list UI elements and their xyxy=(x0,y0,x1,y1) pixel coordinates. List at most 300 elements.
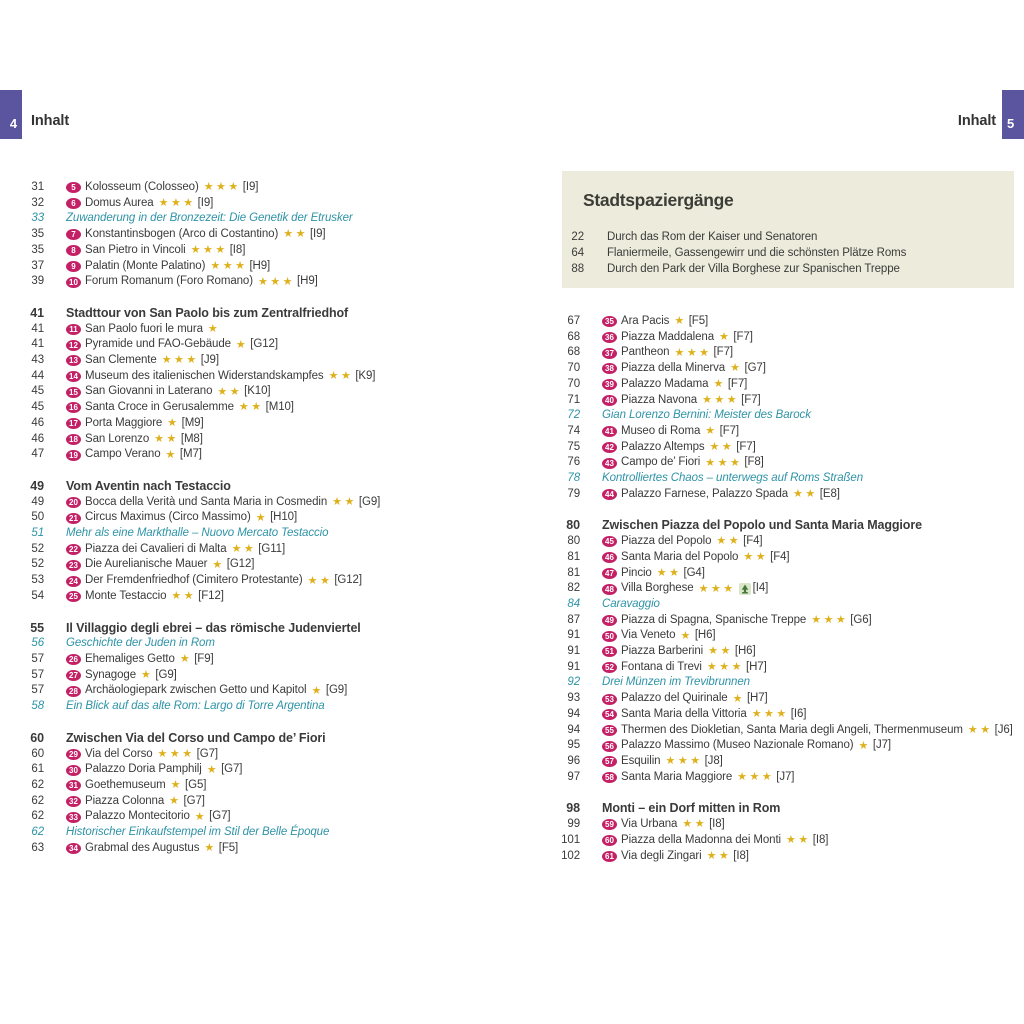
toc-item-row xyxy=(556,833,1018,849)
sight-title: Ehemaliges Getto xyxy=(85,652,175,665)
star-rating: ★★★ xyxy=(158,197,196,210)
row-content xyxy=(602,566,705,582)
grid-reference: [F7] xyxy=(719,424,740,437)
toc-item-row xyxy=(20,762,550,778)
page-number: 49 xyxy=(30,478,44,493)
row-content xyxy=(66,416,204,432)
toc-item-row xyxy=(20,778,550,794)
grid-reference: [I9] xyxy=(197,196,214,209)
page-number: 46 xyxy=(31,432,44,445)
grid-reference: [E8] xyxy=(819,487,840,500)
row-content xyxy=(602,628,716,644)
row-content xyxy=(66,227,326,243)
page-number: 57 xyxy=(31,684,44,697)
toc-heading-row xyxy=(20,731,550,747)
page-number: 43 xyxy=(31,354,44,367)
page-number: 70 xyxy=(567,377,580,390)
page-number: 32 xyxy=(31,196,44,209)
star-rating: ★★ xyxy=(682,818,708,831)
grid-reference: [G4] xyxy=(683,566,705,579)
sight-title: Der Fremdenfriedhof (Cimitero Protestante) xyxy=(85,574,303,587)
row-content xyxy=(66,621,361,637)
star-rating: ★★ xyxy=(743,551,769,564)
grid-reference: [F5] xyxy=(218,841,239,854)
page-number: 62 xyxy=(31,810,44,823)
row-content xyxy=(66,322,222,338)
toc-item-row xyxy=(20,353,550,369)
row-content xyxy=(602,849,749,865)
page-number: 68 xyxy=(567,330,580,343)
sight-title: Circus Maximus (Circo Massimo) xyxy=(85,511,251,524)
row-content xyxy=(66,400,294,416)
row-content xyxy=(602,330,753,346)
sight-number-badge: 15 xyxy=(66,387,81,398)
page-number: 82 xyxy=(567,582,580,595)
essay-title: Historischer Einkaufstempel im Stil der Belle Époque xyxy=(66,826,330,839)
sight-number-badge: 23 xyxy=(66,560,81,571)
star-rating: ★ xyxy=(204,842,217,855)
row-content xyxy=(66,731,326,747)
toc-heading-row xyxy=(556,518,1018,534)
toc-item-row xyxy=(20,668,550,684)
page-number: 41 xyxy=(30,305,44,320)
toc-item-row xyxy=(20,557,550,573)
toc-item-row xyxy=(20,400,550,416)
star-rating: ★★★ xyxy=(702,393,740,406)
sight-number-badge: 28 xyxy=(66,686,81,697)
grid-reference: [H9] xyxy=(249,259,271,272)
toc-item-row xyxy=(556,770,1018,786)
page-number: 94 xyxy=(567,723,580,736)
toc-item-row xyxy=(20,416,550,432)
page-number: 52 xyxy=(31,542,44,555)
row-content xyxy=(66,337,278,353)
sight-number-badge: 24 xyxy=(66,576,81,587)
grid-reference: [I8] xyxy=(229,243,246,256)
sight-title: Campo de’ Fiori xyxy=(621,456,701,469)
toc-item-row xyxy=(20,841,550,857)
page-number: 94 xyxy=(567,707,580,720)
sight-number-badge: 21 xyxy=(66,513,81,524)
toc-item-row xyxy=(556,314,1018,330)
page-number: 64 xyxy=(571,246,584,259)
section-title: Il Villaggio degli ebrei – das römische Judenviertel xyxy=(66,620,361,635)
section-title: Zwischen Piazza del Popolo und Santa Maria Maggiore xyxy=(602,518,922,533)
sight-title: Piazza Maddalena xyxy=(621,330,715,343)
star-rating: ★★★ xyxy=(674,346,712,359)
essay-title: Drei Münzen im Trevibrunnen xyxy=(602,676,750,689)
grid-reference: [G7] xyxy=(209,810,231,823)
sight-title: Ara Pacis xyxy=(621,315,670,327)
page-number: 96 xyxy=(567,754,580,767)
grid-reference: [H9] xyxy=(297,275,318,288)
page-tab-left: 4 xyxy=(0,90,22,139)
row-content xyxy=(66,762,242,778)
page-number: 91 xyxy=(567,645,580,658)
star-rating: ★★ xyxy=(709,440,735,453)
toc-item-row xyxy=(20,227,550,243)
page-number: 57 xyxy=(31,668,44,681)
grid-reference: [G7] xyxy=(196,747,218,760)
sight-title: Piazza Barberini xyxy=(621,645,704,658)
toc-item-row xyxy=(556,440,1018,456)
sight-number-badge: 52 xyxy=(602,662,617,673)
sight-title: Piazza di Spagna, Spanische Treppe xyxy=(621,613,807,626)
row-content xyxy=(66,542,285,558)
sight-title: Monte Testaccio xyxy=(85,589,167,602)
toc-item-row xyxy=(556,487,1018,503)
row-content xyxy=(66,384,270,400)
star-rating: ★ xyxy=(169,794,182,807)
toc-item-row xyxy=(556,644,1018,660)
star-rating: ★ xyxy=(730,362,743,375)
grid-reference: [H7] xyxy=(745,660,767,673)
row-content xyxy=(66,747,218,763)
sight-number-badge: 48 xyxy=(602,584,617,595)
star-rating: ★ xyxy=(858,739,871,752)
page-number: 72 xyxy=(567,409,580,422)
page-number: 60 xyxy=(31,747,44,760)
sight-number-badge: 36 xyxy=(602,332,617,343)
grid-reference: [G7] xyxy=(221,763,243,776)
page-number: 98 xyxy=(566,801,580,816)
sight-title: Piazza del Popolo xyxy=(621,535,712,548)
row-content xyxy=(66,526,328,542)
toc-heading-row xyxy=(20,479,550,495)
sight-title: Palatin (Monte Palatino) xyxy=(85,259,206,272)
star-rating: ★★★ xyxy=(190,244,228,257)
toc-item-row xyxy=(20,384,550,400)
city-walk-row xyxy=(562,230,1014,246)
toc-item-row xyxy=(20,322,550,338)
page-number: 37 xyxy=(31,259,44,272)
toc-heading-row xyxy=(556,801,1018,817)
walk-title: Flaniermeile, Gassengewirr und die schönsten Plätze Roms xyxy=(607,246,907,259)
page-number: 81 xyxy=(567,566,580,579)
row-content xyxy=(602,393,761,409)
toc-item-row xyxy=(20,794,550,810)
city-walk-row xyxy=(562,262,1014,278)
star-rating: ★ xyxy=(207,322,221,335)
sight-number-badge: 50 xyxy=(602,631,617,642)
page-number: 49 xyxy=(31,495,44,508)
page-number: 51 xyxy=(31,527,44,540)
sight-number-badge: 35 xyxy=(602,316,617,327)
sight-number-badge: 55 xyxy=(602,725,617,736)
toc-essay-row xyxy=(556,471,1018,487)
page-number: 58 xyxy=(31,700,44,713)
row-content xyxy=(66,683,347,699)
page-number: 60 xyxy=(30,730,44,745)
sight-title: Palazzo Montecitorio xyxy=(85,810,190,823)
sight-title: Pyramide und FAO-Gebäude xyxy=(85,338,231,351)
section-title: Monti – ein Dorf mitten in Rom xyxy=(602,801,781,816)
sight-title: Piazza della Minerva xyxy=(621,362,726,375)
section-title: Zwischen Via del Corso und Campo de’ Fiori xyxy=(66,730,326,745)
toc-item-row xyxy=(556,534,1018,550)
row-content xyxy=(66,211,353,227)
star-rating: ★★ xyxy=(283,228,308,241)
row-content xyxy=(602,675,750,691)
toc-item-row xyxy=(556,566,1018,582)
sight-number-badge: 54 xyxy=(602,709,617,720)
page-number: 22 xyxy=(571,231,584,243)
toc-item-row xyxy=(20,432,550,448)
star-rating: ★ xyxy=(713,378,726,391)
grid-reference: [G7] xyxy=(183,794,205,807)
sight-title: Villa Borghese xyxy=(621,582,694,595)
sight-number-badge: 29 xyxy=(66,749,81,760)
page-number: 91 xyxy=(567,660,580,673)
star-rating: ★★★ xyxy=(203,181,241,194)
grid-reference: [M10] xyxy=(265,401,294,414)
row-content xyxy=(66,306,348,322)
page-number: 35 xyxy=(31,243,44,256)
page-number: 81 xyxy=(567,550,580,563)
sight-number-badge: 17 xyxy=(66,418,81,429)
sight-title: Pincio xyxy=(621,566,652,579)
sight-title: Palazzo Altemps xyxy=(621,440,705,453)
sight-title: Via degli Zingari xyxy=(621,849,702,862)
sight-title: Esquilin xyxy=(621,754,661,767)
toc-heading-row xyxy=(20,621,550,637)
park-icon-wrap xyxy=(739,583,751,595)
sight-number-badge: 57 xyxy=(602,756,617,767)
row-content xyxy=(66,180,258,196)
grid-reference: [G12] xyxy=(334,574,362,587)
page-number: 39 xyxy=(31,275,44,288)
city-walks-title: Stadtspaziergänge xyxy=(583,190,734,210)
sight-title: Die Aurelianische Mauer xyxy=(85,558,208,571)
row-content xyxy=(602,833,828,849)
star-rating: ★ xyxy=(212,558,225,571)
sight-title: Piazza dei Cavalieri di Malta xyxy=(85,542,227,555)
row-content xyxy=(602,597,660,613)
grid-reference: [F12] xyxy=(198,589,224,602)
row-content xyxy=(602,377,747,393)
star-rating: ★★ xyxy=(786,834,811,847)
row-content xyxy=(66,589,224,605)
sight-title: Via Urbana xyxy=(621,818,678,831)
sight-number-badge: 39 xyxy=(602,379,617,390)
header-title-left: Inhalt xyxy=(31,113,70,129)
sight-number-badge: 60 xyxy=(602,835,617,846)
page-number: 93 xyxy=(567,692,580,705)
star-rating: ★ xyxy=(235,338,249,351)
sight-number-badge: 46 xyxy=(602,552,617,563)
grid-reference: [F4] xyxy=(743,535,763,548)
sight-number-badge: 19 xyxy=(66,450,81,461)
star-rating: ★★★ xyxy=(811,614,849,626)
sight-number-badge: 34 xyxy=(66,843,81,854)
toc-item-row xyxy=(556,849,1018,865)
toc-item-row xyxy=(556,330,1018,346)
section-title: Vom Aventin nach Testaccio xyxy=(66,478,231,493)
toc-right-column xyxy=(556,314,1018,864)
essay-title: Geschichte der Juden in Rom xyxy=(66,637,215,650)
toc-item-row xyxy=(556,817,1018,833)
page-number: 52 xyxy=(31,558,44,571)
toc-item-row xyxy=(556,628,1018,644)
page-number: 53 xyxy=(31,574,44,587)
row-content xyxy=(66,274,318,290)
star-rating: ★★★ xyxy=(157,747,195,760)
sight-title: Palazzo Doria Pamphilj xyxy=(85,763,202,776)
page-number: 31 xyxy=(31,181,44,193)
page-number: 47 xyxy=(31,448,44,461)
page-number: 56 xyxy=(31,637,44,650)
grid-reference: [M9] xyxy=(181,416,204,429)
row-content xyxy=(66,636,215,652)
page-number: 75 xyxy=(567,440,580,453)
page-number: 71 xyxy=(567,393,580,406)
row-content xyxy=(602,723,1013,739)
star-rating: ★★★ xyxy=(210,259,248,272)
page-number: 74 xyxy=(567,424,580,437)
grid-reference: [F7] xyxy=(733,330,753,343)
grid-reference: [K10] xyxy=(244,385,271,398)
row-content xyxy=(66,778,206,794)
star-rating: ★★★ xyxy=(698,582,736,595)
sight-number-badge: 6 xyxy=(66,198,81,209)
sight-title: Forum Romanum (Foro Romano) xyxy=(85,275,253,288)
star-rating: ★★ xyxy=(708,645,733,658)
row-content xyxy=(602,660,767,676)
star-rating: ★ xyxy=(680,629,693,642)
grid-reference: [F4] xyxy=(770,550,790,563)
sight-number-badge: 26 xyxy=(66,654,81,665)
toc-item-row xyxy=(20,510,550,526)
toc-item-row xyxy=(20,809,550,825)
sight-number-badge: 13 xyxy=(66,355,81,366)
page-number: 95 xyxy=(567,739,580,752)
page-number: 63 xyxy=(31,841,44,854)
row-content xyxy=(66,841,238,857)
sight-number-badge: 14 xyxy=(66,371,81,382)
toc-item-row xyxy=(20,683,550,699)
toc-item-row xyxy=(556,581,1018,597)
sight-number-badge: 16 xyxy=(66,402,81,413)
row-content xyxy=(602,754,723,770)
page-number: 62 xyxy=(31,778,44,791)
essay-title: Gian Lorenzo Bernini: Meister des Barock xyxy=(602,409,811,422)
row-content xyxy=(66,196,213,212)
sight-title: Porta Maggiore xyxy=(85,416,163,429)
toc-item-row xyxy=(556,613,1018,629)
star-rating: ★★ xyxy=(238,401,264,414)
grid-reference: [G6] xyxy=(850,613,872,626)
toc-item-row xyxy=(556,691,1018,707)
toc-item-row xyxy=(556,550,1018,566)
section-title: Stadttour von San Paolo bis zum Zentralfriedhof xyxy=(66,305,349,320)
essay-title: Ein Blick auf das alte Rom: Largo di Torre Argentina xyxy=(66,700,325,713)
toc-item-row xyxy=(20,747,550,763)
sight-number-badge: 30 xyxy=(66,765,81,776)
sight-title: Palazzo Massimo (Museo Nazionale Romano) xyxy=(621,739,854,752)
row-content xyxy=(66,243,245,259)
page-number: 41 xyxy=(31,322,44,335)
page-number: 79 xyxy=(567,487,580,500)
row-content xyxy=(602,738,891,754)
row-content xyxy=(66,699,325,715)
header-title-right: Inhalt xyxy=(957,113,996,129)
toc-item-row xyxy=(20,196,550,212)
sight-number-badge: 49 xyxy=(602,615,617,626)
grid-reference: [M7] xyxy=(179,448,202,461)
sight-number-badge: 22 xyxy=(66,544,81,555)
sight-title: Santa Maria Maggiore xyxy=(621,770,733,783)
grid-reference: [I9] xyxy=(309,228,326,241)
row-content xyxy=(602,644,756,660)
grid-reference: [H10] xyxy=(270,511,298,524)
city-walks-box xyxy=(562,171,1014,288)
row-content xyxy=(602,770,794,786)
sight-title: Santa Croce in Gerusalemme xyxy=(85,401,234,414)
toc-item-row xyxy=(20,274,550,290)
toc-item-row xyxy=(556,754,1018,770)
row-content xyxy=(602,361,766,377)
row-content xyxy=(607,246,906,262)
row-content xyxy=(602,817,725,833)
sight-title: Piazza della Madonna dei Monti xyxy=(621,833,782,846)
toc-left-column xyxy=(20,180,550,856)
page-number: 91 xyxy=(567,629,580,642)
page-number: 41 xyxy=(31,338,44,351)
row-content xyxy=(602,801,780,817)
page-number: 35 xyxy=(31,228,44,241)
sight-title: San Paolo fuori le mura xyxy=(85,322,203,335)
sight-number-badge: 11 xyxy=(66,324,81,335)
star-rating: ★★ xyxy=(967,723,993,736)
star-rating: ★ xyxy=(206,763,220,776)
toc-item-row xyxy=(556,345,1018,361)
star-rating: ★ xyxy=(255,511,269,524)
city-walk-row xyxy=(562,246,1014,262)
sight-number-badge: 44 xyxy=(602,489,617,500)
grid-reference: [G9] xyxy=(155,668,177,681)
row-content xyxy=(66,668,177,684)
sight-number-badge: 10 xyxy=(66,277,81,288)
row-content xyxy=(602,707,806,723)
sight-number-badge: 12 xyxy=(66,340,81,351)
essay-title: Caravaggio xyxy=(602,597,660,610)
row-content xyxy=(607,230,817,246)
grid-reference: [K9] xyxy=(355,369,376,382)
star-rating: ★★★ xyxy=(705,456,743,469)
grid-reference: [H6] xyxy=(734,645,756,658)
row-content xyxy=(602,487,840,503)
sight-number-badge: 43 xyxy=(602,458,617,469)
grid-reference: [F9] xyxy=(194,652,214,665)
sight-title: Synagoge xyxy=(85,668,136,681)
star-rating: ★★ xyxy=(716,535,742,548)
page-number: 54 xyxy=(31,589,44,602)
toc-item-row xyxy=(20,259,550,275)
star-rating: ★★ xyxy=(171,590,197,603)
toc-essay-row xyxy=(20,636,550,652)
star-rating: ★★ xyxy=(793,488,818,501)
grid-reference: [G9] xyxy=(325,684,348,697)
row-content xyxy=(602,440,756,456)
page-number: 101 xyxy=(561,833,580,846)
toc-item-row xyxy=(556,660,1018,676)
sight-number-badge: 56 xyxy=(602,741,617,752)
page-number: 92 xyxy=(567,676,580,689)
sight-title: San Lorenzo xyxy=(85,432,150,445)
sight-title: Piazza Navona xyxy=(621,393,698,406)
toc-item-row xyxy=(20,652,550,668)
sight-title: San Clemente xyxy=(85,354,157,367)
